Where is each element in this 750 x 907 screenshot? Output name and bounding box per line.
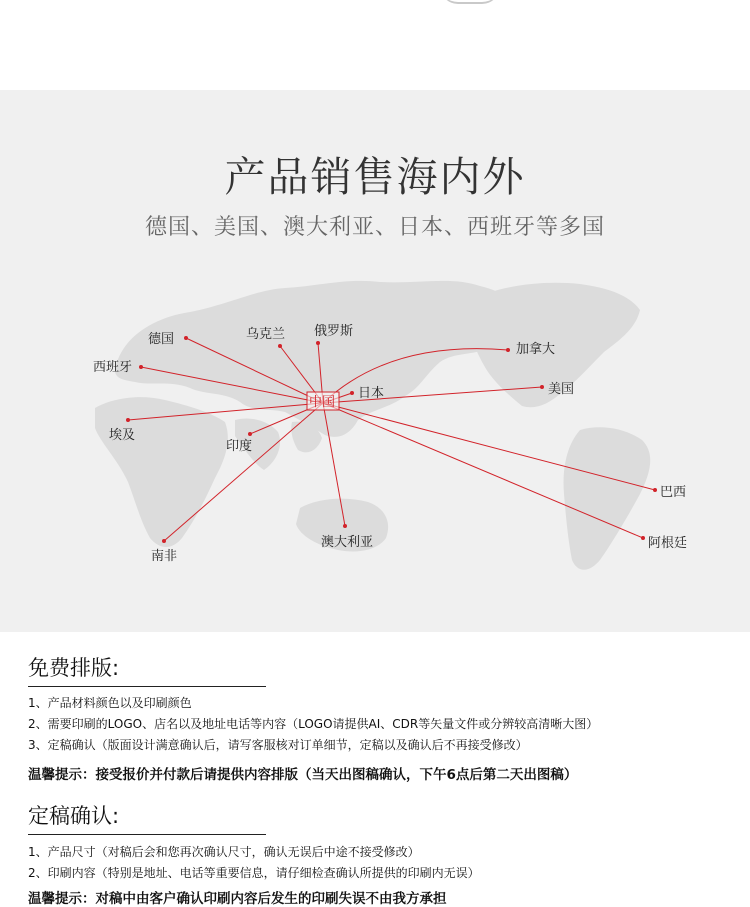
label-ukraine: 乌克兰 — [246, 327, 286, 342]
page-subtitle: 德国、美国、澳大利亚、日本、西班牙等多国 — [144, 215, 605, 240]
dot-argentina — [641, 536, 645, 540]
label-russia: 俄罗斯 — [314, 324, 354, 339]
page-title: 产品销售海内外 — [224, 153, 526, 201]
china-label: 中国 — [309, 395, 336, 410]
free-layout-item-2: 2、需要印刷的LOGO、店名以及地址电话等内容（LOGO请提供AI、CDR等矢量文件或分辨较高清晰大图） — [28, 717, 599, 731]
dot-usa — [540, 385, 544, 389]
dot-ukraine — [278, 344, 282, 348]
label-argentina: 阿根廷 — [648, 536, 688, 551]
dot-spain — [139, 365, 143, 369]
free-layout-rule — [28, 686, 266, 687]
dot-russia — [316, 341, 320, 345]
free-layout-item-1: 1、产品材料颜色以及印刷颜色 — [28, 696, 192, 710]
label-spain: 西班牙 — [93, 360, 133, 375]
label-brazil: 巴西 — [660, 485, 687, 500]
free-layout-heading: 免费排版: — [28, 656, 120, 680]
label-japan: 日本 — [358, 386, 385, 401]
dot-canada — [506, 348, 510, 352]
dot-egypt — [126, 418, 130, 422]
top-decor-arc — [440, 0, 500, 4]
dot-india — [248, 432, 252, 436]
label-egypt: 埃及 — [109, 428, 136, 443]
confirm-item-2: 2、印刷内容（特别是地址、电话等重要信息，请仔细检查确认所提供的印刷内无误） — [28, 866, 480, 880]
dot-brazil — [653, 488, 657, 492]
free-layout-item-3: 3、定稿确认（版面设计满意确认后，请写客服核对订单细节，定稿以及确认后不再接受修改） — [28, 738, 528, 752]
sales-map-section — [0, 90, 750, 632]
confirm-rule — [28, 834, 266, 835]
confirm-heading: 定稿确认: — [28, 804, 120, 828]
confirm-notice: 温馨提示：对稿中由客户确认印刷内容后发生的印刷失误不由我方承担 — [28, 891, 447, 907]
south-america-shape — [564, 427, 651, 570]
label-germany: 德国 — [148, 332, 175, 347]
africa-shape — [95, 397, 228, 547]
dot-germany — [184, 336, 188, 340]
label-canada: 加拿大 — [516, 342, 556, 357]
label-india: 印度 — [226, 439, 253, 454]
dot-south-africa — [162, 539, 166, 543]
dot-japan — [350, 391, 354, 395]
label-australia: 澳大利亚 — [321, 535, 374, 550]
dot-australia — [343, 524, 347, 528]
continent-shapes — [95, 281, 650, 570]
free-layout-notice: 温馨提示：接受报价并付款后请提供内容排版（当天出图稿确认，下午6点后第二天出图稿） — [28, 767, 578, 783]
label-usa: 美国 — [548, 382, 575, 397]
confirm-item-1: 1、产品尺寸（对稿后会和您再次确认尺寸，确认无误后中途不接受修改） — [28, 845, 420, 859]
label-south-africa: 南非 — [151, 549, 178, 564]
